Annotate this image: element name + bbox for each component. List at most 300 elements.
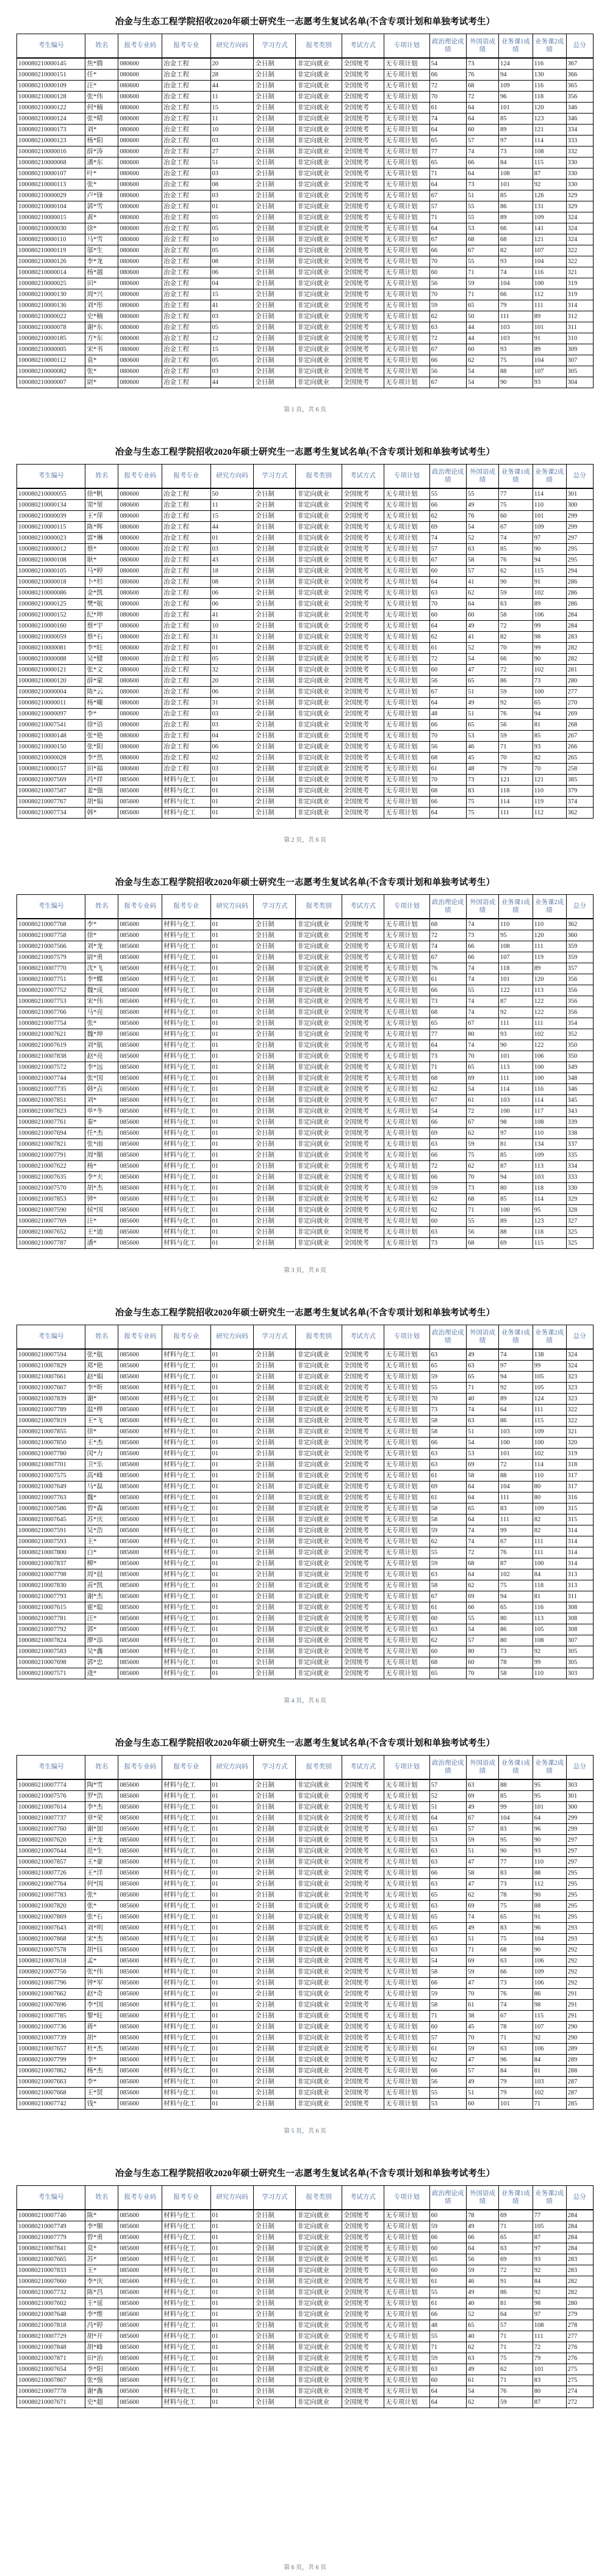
table-row	[17, 974, 594, 985]
cell: 90	[498, 377, 533, 388]
table-row	[17, 1029, 594, 1040]
cell-exam_mode: 全国统考	[342, 1846, 384, 1857]
cell-special_plan: 无专项计划	[384, 1416, 429, 1427]
cell: 徐*语	[85, 720, 118, 731]
cell: 冶金工程	[162, 81, 210, 92]
cell: 104	[498, 1813, 533, 1824]
cell: 71	[467, 289, 499, 300]
cell: 08	[210, 256, 254, 267]
cell: 章*荣	[85, 1813, 118, 1824]
cell: 295	[566, 1901, 594, 1912]
cell-category: 非定向就业	[296, 1040, 342, 1051]
cell: 94	[498, 1372, 533, 1383]
cell: 100080210007851	[17, 1095, 85, 1106]
cell: 10	[210, 234, 254, 245]
page-title: 冶金与生态工程学院招收2020年硕士研究生一志愿考生复试名单(不含专项计划和单独考试考生）	[115, 2169, 495, 2179]
cell-exam_mode: 全国统考	[342, 930, 384, 941]
cell: 080600	[118, 377, 162, 388]
cell: 100080210007614	[17, 1802, 85, 1813]
cell: 93	[498, 1029, 533, 1040]
cell: 01	[210, 2011, 254, 2022]
cell-exam_mode: 全国统考	[342, 2033, 384, 2044]
cell-study_mode: 全日制	[254, 190, 296, 201]
cell: 085600	[118, 1824, 162, 1835]
cell-special_plan: 无专项计划	[384, 1824, 429, 1835]
table-row	[17, 1238, 594, 1249]
cell: 侯*国	[85, 1205, 118, 1216]
cell: 110	[533, 786, 566, 797]
cell: 65	[467, 676, 499, 687]
cell: 63	[429, 1624, 466, 1635]
cell: 材料与化工	[162, 1857, 210, 1868]
cell: 55	[467, 256, 499, 267]
cell: 100080210000123	[17, 136, 85, 147]
cell: 319	[566, 289, 594, 300]
cell: 霍*聪	[85, 1602, 118, 1613]
cell: 085600	[118, 1934, 162, 1945]
cell: 冶金工程	[162, 201, 210, 212]
cell: 01	[210, 1139, 254, 1150]
cell-category: 非定向就业	[296, 1879, 342, 1890]
cell: 63	[429, 1901, 466, 1912]
table-row	[17, 996, 594, 1007]
cell: 085600	[118, 1813, 162, 1824]
cell: 085600	[118, 1602, 162, 1613]
cell: 72	[467, 1106, 499, 1117]
cell: 65	[429, 157, 466, 168]
cell-special_plan: 无专项计划	[384, 1879, 429, 1890]
cell: 109	[533, 1503, 566, 1514]
cell: 85	[533, 731, 566, 742]
cell-study_mode: 全日制	[254, 731, 296, 742]
cell: 76	[498, 1989, 533, 2000]
cell-special_plan: 无专项计划	[384, 1558, 429, 1569]
cell: 99	[498, 1802, 533, 1813]
cell-special_plan: 无专项计划	[384, 621, 429, 632]
cell-study_mode: 全日制	[254, 92, 296, 103]
cell: 78	[498, 1890, 533, 1901]
cell: 282	[566, 2287, 594, 2298]
cell: 64	[429, 2397, 466, 2408]
cell-exam_mode: 全国统考	[342, 941, 384, 952]
cell: 93	[533, 377, 566, 388]
cell-special_plan: 无专项计划	[384, 676, 429, 687]
cell-category: 非定向就业	[296, 1029, 342, 1040]
cell: 62	[467, 1890, 499, 1901]
cell: 01	[210, 1835, 254, 1846]
cell: 01	[210, 2364, 254, 2375]
cell: 100080210007569	[17, 775, 85, 786]
cell: 49	[467, 621, 499, 632]
cell-special_plan: 无专项计划	[384, 1989, 429, 2000]
cell-category: 非定向就业	[296, 1007, 342, 1018]
cell: 材料与化工	[162, 1405, 210, 1416]
cell: 49	[467, 2364, 499, 2375]
cell-special_plan: 无专项计划	[384, 1150, 429, 1161]
cell: 01	[210, 1779, 254, 1791]
cell: 84	[498, 157, 533, 168]
cell: 62	[429, 1194, 466, 1205]
cell-study_mode: 全日制	[254, 1007, 296, 1018]
cell-exam_mode: 全国统考	[342, 2386, 384, 2397]
cell: 李*龙	[85, 256, 118, 267]
cell-study_mode: 全日制	[254, 2298, 296, 2309]
cell: 64	[467, 1482, 499, 1492]
cell: 116	[533, 267, 566, 278]
cell: 01	[210, 985, 254, 996]
cell: 59	[467, 1835, 499, 1846]
cell: 72	[467, 92, 499, 103]
cell: 59	[429, 1183, 466, 1194]
column-header: 考试方式	[342, 465, 384, 489]
table-row	[17, 377, 594, 388]
cell: 材料与化工	[162, 2265, 210, 2276]
cell: 材料与化工	[162, 1624, 210, 1635]
cell: 89	[533, 311, 566, 322]
cell: 汪*	[85, 81, 118, 92]
page-title: 冶金与生态工程学院招收2020年硕士研究生一志愿考生复试名单(不含专项计划和单独考试考生）	[115, 447, 495, 457]
cell: 100080210007737	[17, 1813, 85, 1824]
cell: 69	[498, 2254, 533, 2265]
cell: 62	[429, 2055, 466, 2066]
table-row	[17, 1890, 594, 1901]
cell-study_mode: 全日制	[254, 289, 296, 300]
cell-study_mode: 全日制	[254, 522, 296, 533]
cell: 66	[429, 1978, 466, 1989]
cell: 54	[467, 377, 499, 388]
column-header: 政治理论成绩	[429, 34, 466, 59]
cell: 01	[210, 2055, 254, 2066]
cell: 278	[566, 2320, 594, 2331]
cell: 63	[429, 1227, 466, 1238]
cell: 113	[498, 1062, 533, 1073]
cell: 080600	[118, 223, 162, 234]
cell: 100080210000160	[17, 621, 85, 632]
cell: 15	[210, 289, 254, 300]
cell: 01	[210, 1514, 254, 1525]
cell: 085600	[118, 1062, 162, 1073]
table-row	[17, 2000, 594, 2011]
cell: 87	[498, 1161, 533, 1172]
cell-study_mode: 全日制	[254, 1482, 296, 1492]
cell: 100080210000121	[17, 665, 85, 676]
table-row	[17, 212, 594, 223]
cell-special_plan: 无专项计划	[384, 2397, 429, 2408]
cell-exam_mode: 全国统考	[342, 1624, 384, 1635]
cell: 100080210007583	[17, 1646, 85, 1657]
cell: 352	[566, 1029, 594, 1040]
cell: 305	[566, 366, 594, 377]
cell: 01	[210, 2386, 254, 2397]
cell: 吴*鑫	[85, 1646, 118, 1657]
cell: 080600	[118, 511, 162, 522]
cell-study_mode: 全日制	[254, 1956, 296, 1967]
cell: 张*石	[85, 1912, 118, 1923]
cell-special_plan: 无专项计划	[384, 1172, 429, 1183]
cell: 71	[429, 2011, 466, 2022]
cell: 宋*杰	[85, 1934, 118, 1945]
cell: 张*	[85, 179, 118, 190]
cell: 100080210007763	[17, 1492, 85, 1503]
cell-special_plan: 无专项计划	[384, 1449, 429, 1460]
cell: 100080210007732	[17, 2287, 85, 2298]
cell: 85	[498, 1194, 533, 1205]
cell: 材料与化工	[162, 786, 210, 797]
cell: 95	[533, 1205, 566, 1216]
cell: 材料与化工	[162, 919, 210, 930]
cell: 119	[533, 952, 566, 963]
column-header: 学习方式	[254, 2186, 296, 2210]
column-header: 业务课1成绩	[498, 34, 533, 59]
candidate-roster-table	[16, 2185, 594, 2408]
column-header: 报考专业	[162, 1756, 210, 1780]
cell: 70	[467, 1172, 499, 1183]
cell: 100080210007837	[17, 1558, 85, 1569]
cell-category: 非定向就业	[296, 1150, 342, 1161]
cell: 114	[533, 136, 566, 147]
page-title: 冶金与生态工程学院招收2020年硕士研究生一志愿考生复试名单(不含专项计划和单独考试考生）	[115, 17, 495, 27]
column-header: 考生编号	[17, 34, 85, 59]
cell: 01	[210, 1657, 254, 1668]
cell: 283	[566, 2265, 594, 2276]
cell: 080600	[118, 136, 162, 147]
cell: 085600	[118, 1216, 162, 1227]
cell: 70	[429, 256, 466, 267]
cell: 04	[210, 278, 254, 289]
cell: 360	[566, 930, 594, 941]
cell-category: 非定向就业	[296, 322, 342, 333]
cell: 115	[533, 1416, 566, 1427]
table-row	[17, 1405, 594, 1416]
cell: 05	[210, 322, 254, 333]
cell: 337	[566, 1139, 594, 1150]
cell: 03	[210, 764, 254, 775]
cell-category: 非定向就业	[296, 168, 342, 179]
cell: 杨*曦	[85, 698, 118, 709]
cell: 63	[498, 2243, 533, 2254]
cell: 60	[429, 1613, 466, 1624]
cell: 67	[467, 245, 499, 256]
cell-exam_mode: 全国统考	[342, 1150, 384, 1161]
cell-exam_mode: 全国统考	[342, 212, 384, 223]
cell: 钟*	[85, 1194, 118, 1205]
cell-special_plan: 无专项计划	[384, 300, 429, 311]
table-row	[17, 1978, 594, 1989]
cell: 333	[566, 1172, 594, 1183]
cell: 01	[210, 2099, 254, 2110]
cell: 62	[467, 1580, 499, 1591]
cell: 材料与化工	[162, 1139, 210, 1150]
cell: 01	[210, 919, 254, 930]
table-row	[17, 1172, 594, 1183]
cell: 111	[533, 1018, 566, 1029]
cell: 材料与化工	[162, 1536, 210, 1547]
cell-exam_mode: 全国统考	[342, 1227, 384, 1238]
cell-category: 非定向就业	[296, 1482, 342, 1492]
cell: 材料与化工	[162, 1668, 210, 1679]
cell: 85	[498, 1791, 533, 1802]
cell-exam_mode: 全国统考	[342, 1194, 384, 1205]
cell-exam_mode: 全国统考	[342, 1635, 384, 1646]
cell: 15	[210, 511, 254, 522]
candidate-roster-table	[16, 1755, 594, 2110]
cell-special_plan: 无专项计划	[384, 698, 429, 709]
table-row	[17, 665, 594, 676]
table-row	[17, 300, 594, 311]
cell: 01	[210, 2287, 254, 2298]
cell: 86	[498, 676, 533, 687]
cell: 67	[429, 1591, 466, 1602]
cell: 04	[210, 731, 254, 742]
cell-study_mode: 全日制	[254, 610, 296, 621]
cell: 87	[498, 996, 533, 1007]
cell-special_plan: 无专项计划	[384, 114, 429, 125]
cell-exam_mode: 全国统考	[342, 1967, 384, 1978]
cell: 15	[210, 344, 254, 355]
cell: 292	[566, 1967, 594, 1978]
cell: 01	[210, 1372, 254, 1383]
cell: 63	[429, 1824, 466, 1835]
cell: 100080210007696	[17, 2000, 85, 2011]
table-row	[17, 1791, 594, 1802]
cell: 70	[429, 731, 466, 742]
cell-exam_mode: 全国统考	[342, 2342, 384, 2353]
cell: 谢*鑫	[85, 2386, 118, 2397]
cell: 111	[533, 1547, 566, 1558]
cell: 59	[429, 1989, 466, 2000]
cell: 01	[210, 1646, 254, 1657]
cell-special_plan: 无专项计划	[384, 1427, 429, 1438]
cell: 96	[498, 92, 533, 103]
cell: 冶金工程	[162, 311, 210, 322]
cell: 67	[429, 344, 466, 355]
cell-category: 非定向就业	[296, 355, 342, 366]
cell: 86	[498, 2287, 533, 2298]
table-row	[17, 1492, 594, 1503]
cell: 109	[533, 1967, 566, 1978]
table-row	[17, 808, 594, 819]
cell: 材料与化工	[162, 1238, 210, 1249]
cell-study_mode: 全日制	[254, 1923, 296, 1934]
cell-category: 非定向就业	[296, 687, 342, 698]
table-row	[17, 1613, 594, 1624]
cell: 杨*越	[85, 267, 118, 278]
cell-special_plan: 无专项计划	[384, 588, 429, 599]
cell-category: 非定向就业	[296, 2066, 342, 2077]
column-header: 专项计划	[384, 34, 429, 59]
cell: 322	[566, 1405, 594, 1416]
cell: 冶金工程	[162, 488, 210, 500]
cell-study_mode: 全日制	[254, 1624, 296, 1635]
cell-category: 非定向就业	[296, 511, 342, 522]
cell: 085600	[118, 1923, 162, 1934]
cell: 冶金工程	[162, 533, 210, 544]
cell: 01	[210, 1194, 254, 1205]
cell: 115	[533, 566, 566, 577]
table-row	[17, 2033, 594, 2044]
cell: 308	[566, 1624, 594, 1635]
cell: 100080210000136	[17, 300, 85, 311]
cell-special_plan: 无专项计划	[384, 1956, 429, 1967]
cell-exam_mode: 全国统考	[342, 687, 384, 698]
cell: 50	[210, 488, 254, 500]
cell: 63	[429, 1349, 466, 1361]
column-header: 报考专业码	[118, 34, 162, 59]
cell-special_plan: 无专项计划	[384, 1912, 429, 1923]
cell-special_plan: 无专项计划	[384, 2386, 429, 2397]
cell: 91	[533, 333, 566, 344]
cell: 20	[210, 676, 254, 687]
cell: 100080210007602	[17, 2298, 85, 2309]
cell: 01	[210, 1989, 254, 2000]
cell-exam_mode: 全国统考	[342, 808, 384, 819]
cell: 280	[566, 676, 594, 687]
cell: 103	[498, 333, 533, 344]
cell: 01	[210, 1580, 254, 1591]
cell-special_plan: 无专项计划	[384, 731, 429, 742]
cell: 57	[467, 1824, 499, 1835]
table-row	[17, 157, 594, 168]
cell: 085600	[118, 1117, 162, 1128]
cell: 100080210000014	[17, 267, 85, 278]
cell: 085600	[118, 1536, 162, 1547]
cell: 100080210007541	[17, 720, 85, 731]
cell-special_plan: 无专项计划	[384, 1227, 429, 1238]
cell: 70	[498, 643, 533, 654]
cell: 272	[566, 2397, 594, 2408]
cell: 魏*	[85, 1492, 118, 1503]
cell: 材料与化工	[162, 775, 210, 786]
cell: 98	[533, 2298, 566, 2309]
cell: 张*国	[85, 1073, 118, 1084]
cell-special_plan: 无专项计划	[384, 1646, 429, 1657]
cell: 46	[467, 742, 499, 753]
cell: 284	[566, 610, 594, 621]
cell: 108	[533, 2320, 566, 2331]
column-header: 姓名	[85, 895, 118, 919]
cell: 61	[429, 1492, 466, 1503]
table-row	[17, 1657, 594, 1668]
cell: 100080210000110	[17, 234, 85, 245]
cell: 63	[467, 544, 499, 555]
cell: 080600	[118, 720, 162, 731]
cell: 109	[498, 81, 533, 92]
cell: 085600	[118, 1779, 162, 1791]
cell: 354	[566, 1018, 594, 1029]
cell: 材料与化工	[162, 1007, 210, 1018]
cell-category: 非定向就业	[296, 1857, 342, 1868]
cell: 郑*艳	[85, 1361, 118, 1372]
cell: 69	[467, 1791, 499, 1802]
cell: 01	[210, 1547, 254, 1558]
cell: 109	[533, 212, 566, 223]
cell: 59	[429, 1525, 466, 1536]
cell: 01	[210, 2320, 254, 2331]
table-row	[17, 234, 594, 245]
cell-study_mode: 全日制	[254, 1073, 296, 1084]
cell: 100080210007734	[17, 808, 85, 819]
cell-category: 非定向就业	[296, 333, 342, 344]
cell-category: 非定向就业	[296, 1912, 342, 1923]
cell-study_mode: 全日制	[254, 1657, 296, 1668]
cell: 88	[533, 1868, 566, 1879]
cell-exam_mode: 全国统考	[342, 355, 384, 366]
cell: 350	[566, 1051, 594, 1062]
cell: 郭*忠	[85, 1657, 118, 1668]
cell: 085600	[118, 1514, 162, 1525]
cell: 62	[467, 588, 499, 599]
cell: 01	[210, 201, 254, 212]
